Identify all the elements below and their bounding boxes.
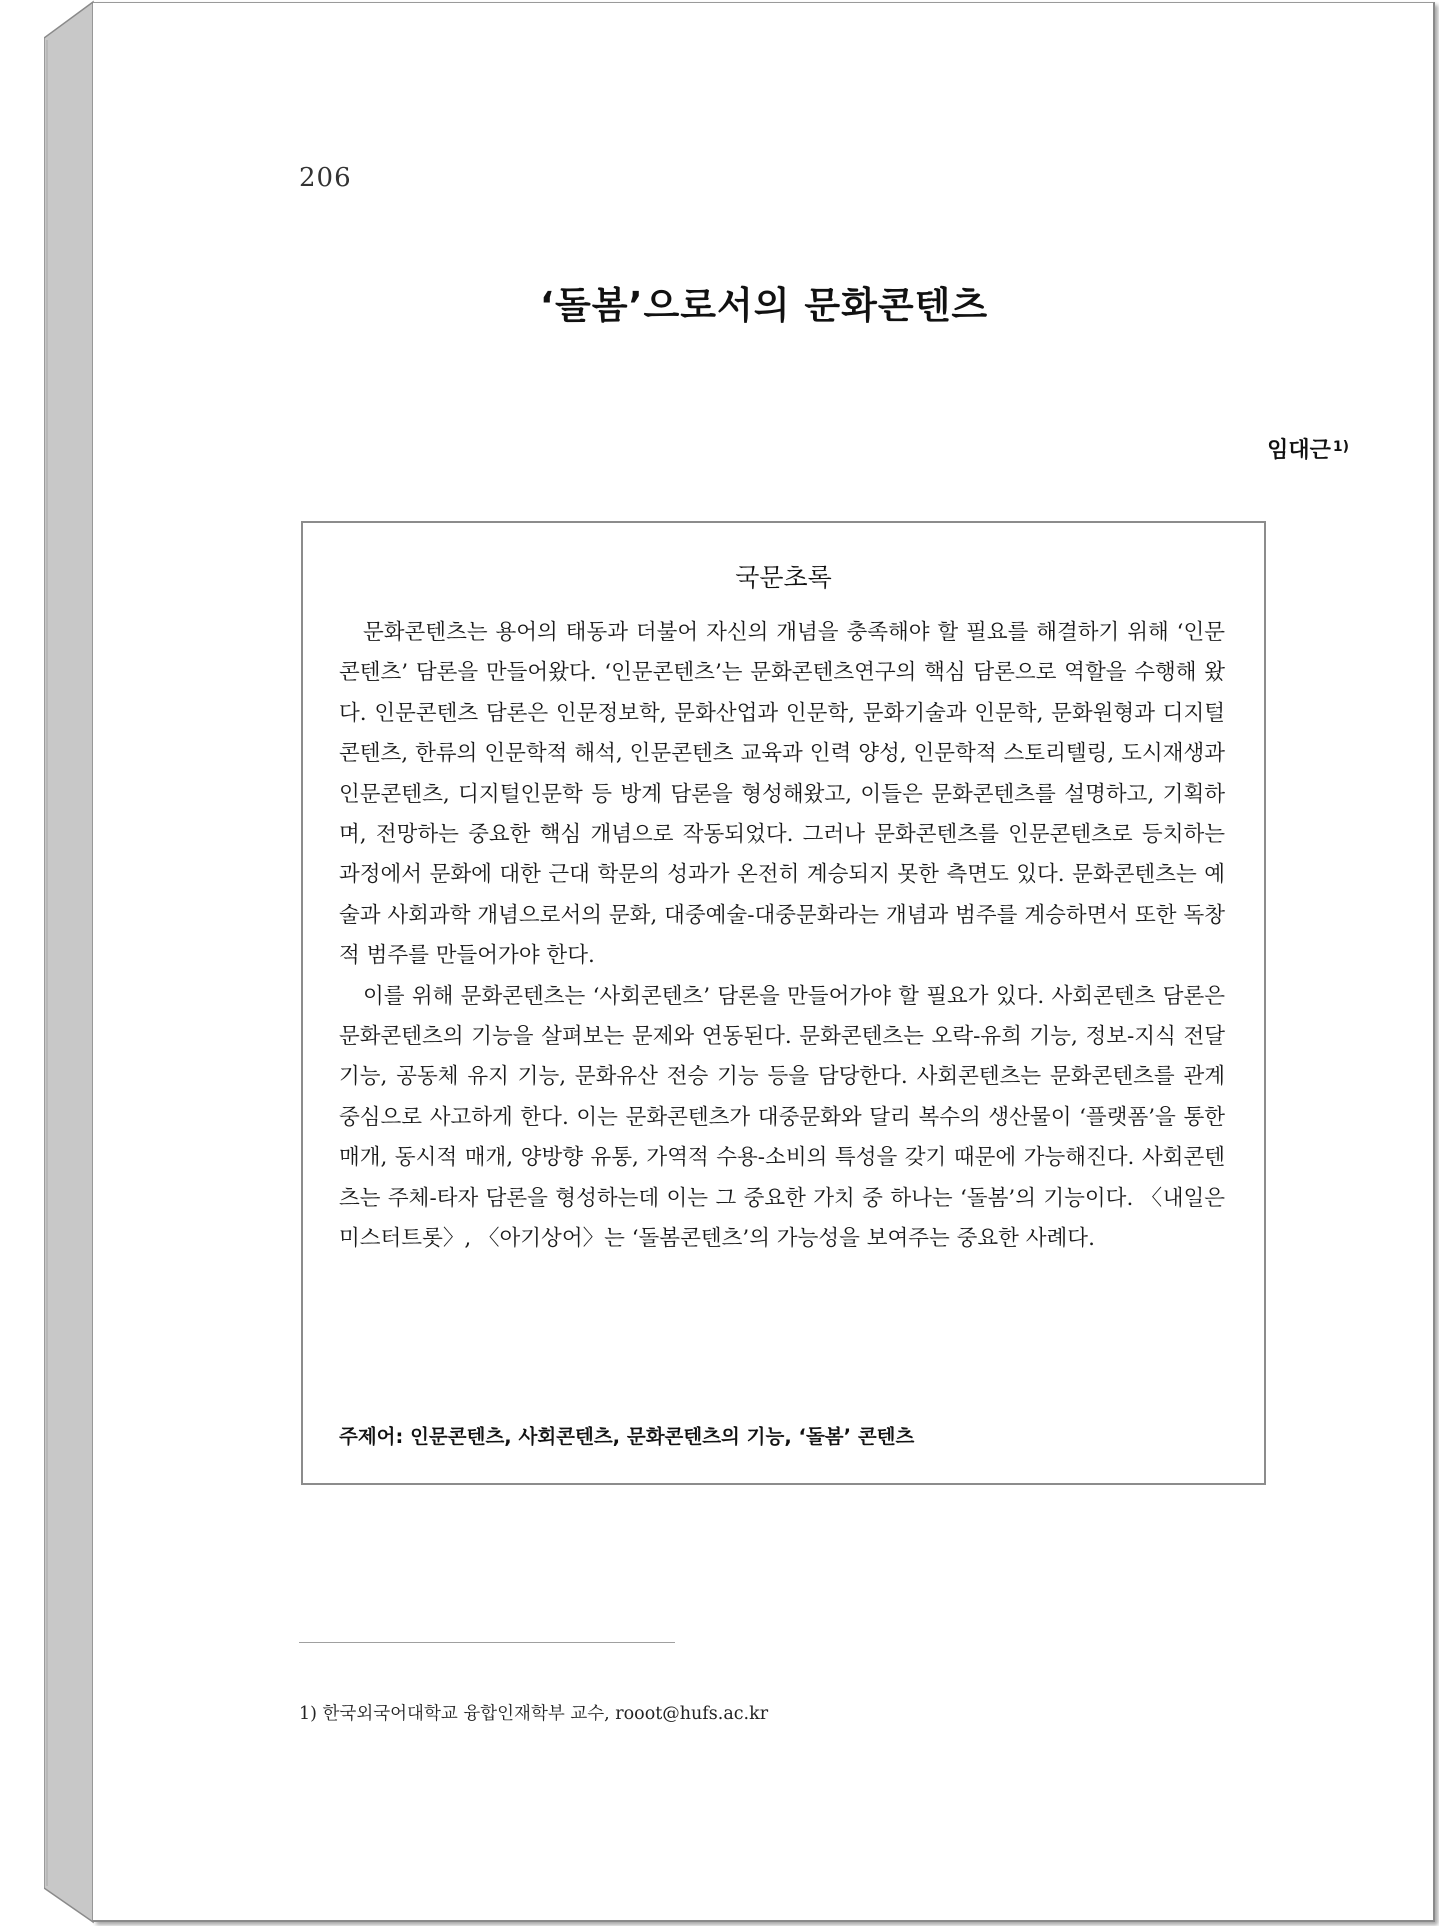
page-number: 206 (299, 163, 352, 193)
footnote-text: 1) 한국외국어대학교 융합인재학부 교수, rooot@hufs.ac.kr (299, 1704, 769, 1724)
book-spine (44, 0, 94, 1926)
footnote-rule (299, 1642, 675, 1643)
keywords-line: 주제어: 인문콘텐츠, 사회콘텐츠, 문화콘텐츠의 기능, ‘돌봄’ 콘텐츠 (339, 1425, 915, 1448)
author-line (1267, 433, 1349, 464)
author-footnote-mark: 1) (1332, 439, 1349, 455)
abstract-box (301, 521, 1266, 1485)
article-title: ‘돌봄’으로서의 문화콘텐츠 (539, 284, 989, 327)
paper-page (93, 2, 1435, 1922)
author-name: 임대근 (1267, 438, 1331, 463)
abstract-paragraph-2: 이를 위해 문화콘텐츠는 ‘사회콘텐츠’ 담론을 만들어가야 할 필요가 있다. 사회콘텐츠 담론은 문화콘텐츠의 기능을 살펴보는 문제와 연동된다. 문화콘텐츠는 오락-유희 기능, 정보-지식 전달 기능, 공동체 유지 기능, 문화유산 전승 기능 등을 담당한다. 사회콘텐츠는 문화콘텐츠를 관계 중심으로 사고하게 한다. 이는 문화콘텐츠가 대중문화와 달리 복수의 생산물이 ‘플랫폼’을 통한매개, 동시적 매개, 양방향 유통, 가역적 수용-소비의 특성을 갖기 때문에 가능해진다. 사회콘텐츠는 주체-타자 담론을 형성하는데 이는 그 중요한 가치 중 하나는 ‘돌봄’의 기능이다. 〈내일은 미스터트롯〉, 〈아기상어〉는 ‘돌봄콘텐츠’의 가능성을 보여주는 중요한 사례다. (339, 983, 1225, 1252)
book-spine-graphic (44, 0, 94, 1926)
abstract-paragraph-1: 문화콘텐츠는 용어의 태동과 더불어 자신의 개념을 충족해야 할 필요를 해결하기 위해 ‘인문콘텐츠’ 담론을 만들어왔다. ‘인문콘텐츠’는 문화콘텐츠연구의 핵심 담론으로 역할을 수행해 왔다. 인문콘텐츠 담론은 인문정보학, 문화산업과 인문학, 문화기술과 인문학, 문화원형과 디지털콘텐츠, 한류의 인문학적 해석, 인문콘텐츠 교육과 인력 양성, 인문학적 스토리텔링, 도시재생과 인문콘텐츠, 디지털인문학 등 방계 담론을 형성해왔고, 이들은 문화콘텐츠를 설명하고, 기획하며, 전망하는 중요한 핵심 개념으로 작동되었다. 그러나 문화콘텐츠를 인문콘텐츠로 등치하는 과정에서 문화에 대한 근대 학문의 성과가 온전히 계승되지 못한 측면도 있다. 문화콘텐츠는 예술과 사회과학 개념으로서의 문화, 대중예술-대중문화라는 개념과 범주를 계승하면서 또한 독창적 범주를 만들어가야 한다. (339, 620, 1225, 969)
abstract-heading: 국문초록 (735, 563, 832, 592)
abstract-body (339, 613, 1225, 1260)
